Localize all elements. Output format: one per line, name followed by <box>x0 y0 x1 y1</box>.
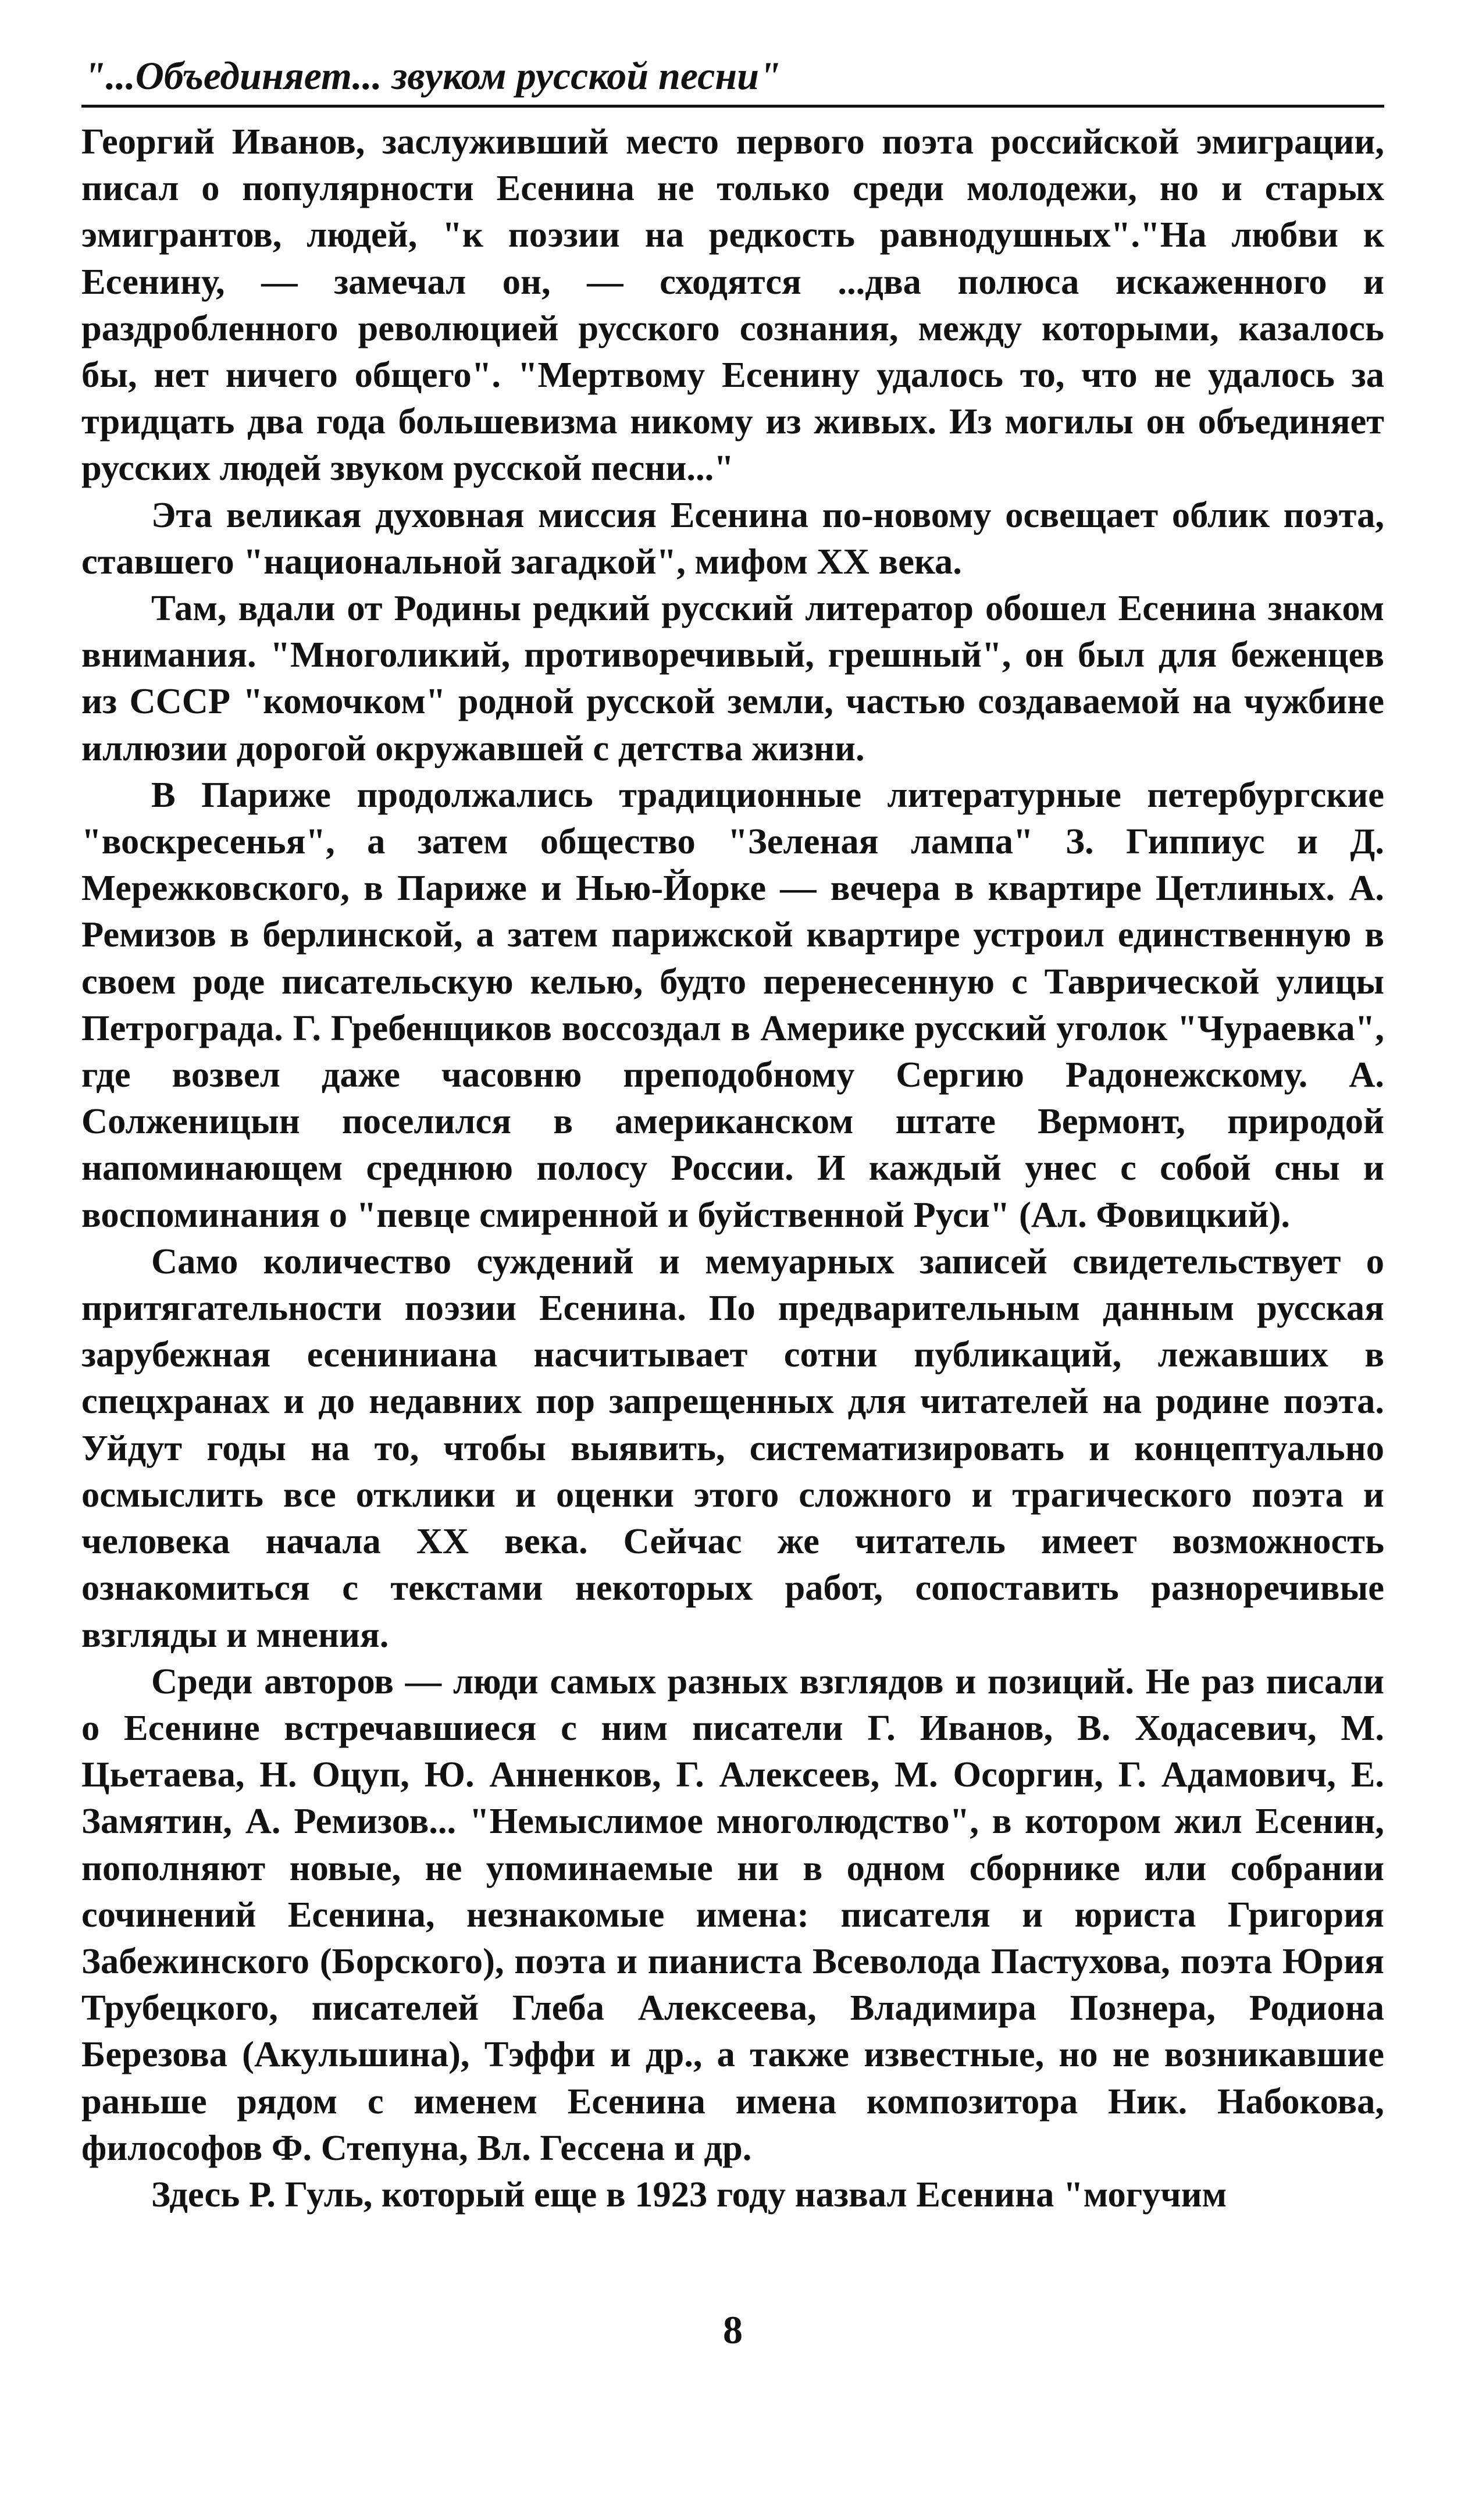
paragraph-1: Георгий Иванов, заслуживший место первого поэта российской эмиграции, писал о популярности Есенина не только среди молодежи, но и старых эмигрантов, людей, "к поэзии на редкость равнодушных"."На любви к Есенину, — замечал он, — сходятся ...два полюса искаженного и раздробленного революцией русского сознания, между которыми, казалось бы, нет ничего общего". "Мертвому Есенину удалось то, что не удалось за тридцать два года большевизма никому из живых. Из могилы он объединяет русских людей звуком русской песни..." <box>81 121 1384 489</box>
paragraph-7: Здесь Р. Гуль, который еще в 1923 году назвал Есенина "могучим <box>151 2173 1227 2215</box>
paragraph-6: Среди авторов — люди самых разных взглядов и позиций. Не раз писали о Есенине встречавшиеся с ним писатели Г. Иванов, В. Ходасевич, М. Цьетаева, Н. Оцуп, Ю. Анненков, Г. Алексеев, М. Осоргин, Г. Адамович, Е. Замятин, А. Ремизов... "Немыслимое многолюдство", в котором жил Есенин, пополняют новые, не упоминаемые ни в одном сборнике или собрании сочинений Есенина, незнакомые имена: писателя и юриста Григория Забежинского (Борского), поэта и пианиста Всеволода Пастухова, поэта Юрия Трубецкого, писателей Глеба Алексеева, Владимира Познера, Родиона Березова (Акульшина), Тэффи и др., а также известные, но не возникавшие раньше рядом с именем Есенина имена композитора Ник. Набокова, философов Ф. Степуна, Вл. Гессена и др. <box>81 1660 1384 2168</box>
paragraph-2: Эта великая духовная миссия Есенина по-новому освещает облик поэта, ставшего "национальной загадкой", мифом XX века. <box>81 494 1384 582</box>
paragraph-3: Там, вдали от Родины редкий русский литератор обошел Есенина знаком внимания. "Многоликий, противоречивый, грешный", он был для беженцев из СССР "комочком" родной русской земли, частью создаваемой на чужбине иллюзии дорогой окружавшей с детства жизни. <box>81 588 1384 768</box>
body-text <box>81 118 1384 2218</box>
book-page <box>81 47 1384 2490</box>
paragraph-5: Само количество суждений и мемуарных записей свидетельствует о притягательности поэзии Есенина. По предварительным данным русская зарубежная есениниана насчитывает сотни публикаций, лежавших в спецхранах и до недавних пор запрещенных для читателей на родине поэта. Уйдут годы на то, чтобы выявить, систематизировать и концептуально осмыслить все отклики и оценки этого сложного и трагического поэта и человека начала XX века. Сейчас же читатель имеет возможность ознакомиться с текстами некоторых работ, сопоставить разноречивые взгляды и мнения. <box>81 1240 1384 1655</box>
page-number: 8 <box>723 2308 743 2352</box>
header-rule <box>81 105 1384 108</box>
paragraph-4: В Париже продолжались традиционные литературные петербургские "воскресенья", а затем общество "Зеленая лампа" З. Гиппиус и Д. Мережковского, в Париже и Нью-Йорке — вечера в квартире Цетлиных. А. Ремизов в берлинской, а затем парижской квартире устроил единственную в своем роде писательскую келью, будто перенесенную с Таврической улицы Петрограда. Г. Гребенщиков воссоздал в Америке русский уголок "Чураевка", где возвел даже часовню преподобному Сергию Радонежскому. А. Солженицын поселился в американском штате Вермонт, природой напоминающем среднюю полосу России. И каждый унес с собой сны и воспоминания о "певце смиренной и буйственной Руси" (Ал. Фовицкий). <box>81 774 1384 1235</box>
running-header: "...Объединяет... звуком русской песни" <box>84 54 781 98</box>
